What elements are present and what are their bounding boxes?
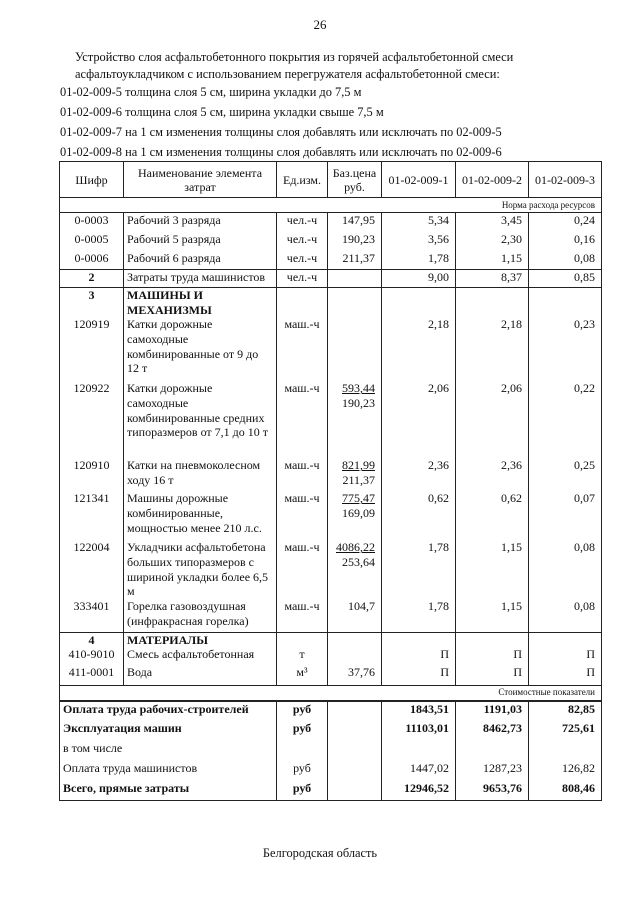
code-id: 01-02-009-6 <box>60 105 122 119</box>
cost-unit: руб <box>277 721 328 741</box>
cost-val1 <box>382 741 456 761</box>
price-value: 169,09 <box>342 505 375 520</box>
row-price <box>328 540 382 599</box>
code-line <box>60 82 630 102</box>
header-col2: 01-02-009-2 <box>456 162 529 198</box>
row-unit: маш.-ч <box>277 491 328 540</box>
row-val2: 2,06 <box>456 381 529 458</box>
cost-label: Оплата труда машинистов <box>60 761 277 781</box>
price-value: 104,7 <box>348 599 375 614</box>
row-val1: 2,06 <box>382 381 456 458</box>
code-text: на 1 см изменения толщины слоя добавлять или исключать по 02-009-5 <box>125 125 502 139</box>
cost-val2: 8462,73 <box>456 721 529 741</box>
row-name: Горелка газовоздушная (инфракрасная горелка) <box>124 599 277 632</box>
table-row <box>60 317 602 381</box>
row-val1: П <box>382 647 456 665</box>
cost-row <box>60 781 602 801</box>
table-row <box>60 251 602 270</box>
price-value: 211,37 <box>342 472 375 487</box>
cost-price <box>328 721 382 741</box>
cost-val1: 1447,02 <box>382 761 456 781</box>
region-footer: Белгородская область <box>262 846 378 860</box>
cost-price <box>328 781 382 801</box>
cost-label: Оплата труда рабочих-строителей <box>60 701 277 721</box>
cost-val3: 725,61 <box>529 721 602 741</box>
code-id: 01-02-009-7 <box>60 125 122 139</box>
row-unit: м³ <box>277 665 328 685</box>
row-code: 0-0006 <box>60 251 124 270</box>
cost-label: Эксплуатация машин <box>60 721 277 741</box>
row-price <box>328 251 382 270</box>
section-row <box>60 288 602 318</box>
price-value: 253,64 <box>342 554 375 569</box>
row-name: Вода <box>124 665 277 685</box>
header-name: Наименование элемента затрат <box>124 162 277 198</box>
cost-row <box>60 721 602 741</box>
table-row <box>60 599 602 632</box>
cost-val2 <box>456 741 529 761</box>
row-val3: 0,22 <box>529 381 602 458</box>
code-line <box>60 142 630 162</box>
code-text: толщина слоя 5 см, ширина укладки свыше 7,5 м <box>125 105 384 119</box>
cost-val3: 82,85 <box>529 701 602 721</box>
row-code: 122004 <box>60 540 124 599</box>
row-code: 2 <box>60 270 124 288</box>
cost-row <box>60 741 602 761</box>
price-value: 190,23 <box>342 231 375 246</box>
table-header <box>60 162 602 198</box>
row-code: 120919 <box>60 317 124 381</box>
table-row <box>60 270 602 288</box>
cost-row <box>60 701 602 721</box>
price-base: 593,44 <box>342 381 375 396</box>
price-value: 147,95 <box>342 213 375 227</box>
row-val3: 0,24 <box>529 213 602 232</box>
row-name: Рабочий 3 разряда <box>124 213 277 232</box>
row-val2: 3,45 <box>456 213 529 232</box>
band-norm <box>60 198 602 213</box>
cost-label: в том числе <box>60 741 277 761</box>
row-val1: 9,00 <box>382 270 456 288</box>
section-code: 4 <box>60 632 124 647</box>
cost-val2: 1191,03 <box>456 701 529 721</box>
row-val1: 5,34 <box>382 213 456 232</box>
price-value: 37,76 <box>348 665 375 680</box>
header-col1: 01-02-009-1 <box>382 162 456 198</box>
code-id: 01-02-009-5 <box>60 85 122 99</box>
header-unit: Ед.изм. <box>277 162 328 198</box>
row-val2: 1,15 <box>456 540 529 599</box>
price-value: 190,23 <box>342 395 375 410</box>
row-unit: чел.-ч <box>277 251 328 270</box>
cost-label: Всего, прямые затраты <box>60 781 277 801</box>
section-title: Устройство слоя асфальтобетонного покрытия из горячей асфальтобетонной смеси асфальтоукладчиком с использованием перегружателя асфальтобетонной смеси: <box>75 50 514 81</box>
row-unit: чел.-ч <box>277 232 328 251</box>
row-name: Рабочий 5 разряда <box>124 232 277 251</box>
table-row <box>60 458 602 491</box>
row-unit: маш.-ч <box>277 317 328 381</box>
code-id: 01-02-009-8 <box>60 145 122 159</box>
row-val2: 0,62 <box>456 491 529 540</box>
header-code: Шифр <box>60 162 124 198</box>
table-row <box>60 540 602 599</box>
row-price <box>328 232 382 251</box>
row-price <box>328 599 382 632</box>
cost-row <box>60 761 602 781</box>
row-name: Катки на пневмоколесном ходу 16 т <box>124 458 277 491</box>
row-val3: 0,08 <box>529 251 602 270</box>
row-code: 120910 <box>60 458 124 491</box>
cost-val1: 12946,52 <box>382 781 456 801</box>
row-price <box>328 270 382 288</box>
table-row <box>60 647 602 665</box>
row-price <box>328 458 382 491</box>
row-code: 120922 <box>60 381 124 458</box>
code-text: толщина слоя 5 см, ширина укладки до 7,5 м <box>125 85 362 99</box>
cost-val3: 808,46 <box>529 781 602 801</box>
row-val3: 0,07 <box>529 491 602 540</box>
row-val1: 3,56 <box>382 232 456 251</box>
row-name: Укладчики асфальтобетона больших типоразмеров с шириной укладки более 6,5 м <box>124 540 277 599</box>
row-val3: 0,23 <box>529 317 602 381</box>
row-unit: т <box>277 647 328 665</box>
cost-price <box>328 761 382 781</box>
section-name: МАТЕРИАЛЫ <box>124 632 277 647</box>
table-row <box>60 491 602 540</box>
row-val3: 0,16 <box>529 232 602 251</box>
row-val1: 0,62 <box>382 491 456 540</box>
cost-val2: 9653,76 <box>456 781 529 801</box>
header-col3: 01-02-009-3 <box>529 162 602 198</box>
row-val2: 8,37 <box>456 270 529 288</box>
cost-price <box>328 741 382 761</box>
resource-norm-table <box>59 161 602 801</box>
header-price: Баз.цена руб. <box>328 162 382 198</box>
row-code: 411-0001 <box>60 665 124 685</box>
band-cost-label: Стоимостные показатели <box>60 685 602 701</box>
code-text: на 1 см изменения толщины слоя добавлять или исключать по 02-009-6 <box>125 145 502 159</box>
row-code: 0-0003 <box>60 213 124 232</box>
row-code: 410-9010 <box>60 647 124 665</box>
row-name: Смесь асфальтобетонная <box>124 647 277 665</box>
cost-val3 <box>529 741 602 761</box>
row-code: 333401 <box>60 599 124 632</box>
row-val2: 2,18 <box>456 317 529 381</box>
cost-price <box>328 701 382 721</box>
row-price <box>328 317 382 381</box>
row-val2: 2,36 <box>456 458 529 491</box>
row-val2: П <box>456 647 529 665</box>
price-base: 4086,22 <box>336 540 375 555</box>
row-price <box>328 491 382 540</box>
cost-unit: руб <box>277 761 328 781</box>
row-unit: чел.-ч <box>277 213 328 232</box>
row-price <box>328 665 382 685</box>
price-base: 775,47 <box>342 491 375 506</box>
price-value: 211,37 <box>342 250 375 265</box>
price-base: 821,99 <box>342 458 375 473</box>
row-val2: 1,15 <box>456 599 529 632</box>
row-code: 0-0005 <box>60 232 124 251</box>
cost-unit: руб <box>277 781 328 801</box>
cost-val3: 126,82 <box>529 761 602 781</box>
band-norm-label: Норма расхода ресурсов <box>60 198 602 213</box>
row-name: Катки дорожные самоходные комбинированные средних типоразмеров от 7,1 до 10 т <box>124 381 277 458</box>
section-name: МАШИНЫ И МЕХАНИЗМЫ <box>124 288 277 318</box>
row-name: Рабочий 6 разряда <box>124 251 277 270</box>
row-name: Катки дорожные самоходные комбинированные от 9 до 12 т <box>124 317 277 381</box>
row-unit: маш.-ч <box>277 540 328 599</box>
section-row <box>60 632 602 647</box>
row-val1: 1,78 <box>382 599 456 632</box>
cost-val2: 1287,23 <box>456 761 529 781</box>
row-code: 121341 <box>60 491 124 540</box>
row-unit: маш.-ч <box>277 599 328 632</box>
section-code: 3 <box>60 288 124 318</box>
row-val2: П <box>456 665 529 685</box>
row-val3: П <box>529 647 602 665</box>
page-number: 26 <box>313 17 327 32</box>
row-val3: 0,85 <box>529 270 602 288</box>
table-row <box>60 381 602 458</box>
row-val3: 0,08 <box>529 599 602 632</box>
row-name: Затраты труда машинистов <box>124 270 277 288</box>
row-val3: П <box>529 665 602 685</box>
table-row <box>60 213 602 232</box>
cost-val1: 11103,01 <box>382 721 456 741</box>
row-unit: маш.-ч <box>277 458 328 491</box>
table-row <box>60 232 602 251</box>
row-unit: маш.-ч <box>277 381 328 458</box>
row-unit: чел.-ч <box>277 270 328 288</box>
code-line <box>60 102 630 122</box>
code-line <box>60 122 630 142</box>
cost-unit: руб <box>277 701 328 721</box>
cost-unit <box>277 741 328 761</box>
row-val2: 1,15 <box>456 251 529 270</box>
table-row <box>60 665 602 685</box>
row-val1: 1,78 <box>382 540 456 599</box>
row-price <box>328 381 382 458</box>
row-val3: 0,08 <box>529 540 602 599</box>
code-list <box>60 82 630 162</box>
row-val1: 1,78 <box>382 251 456 270</box>
row-val1: 2,36 <box>382 458 456 491</box>
band-cost <box>60 685 602 701</box>
row-price <box>328 213 382 232</box>
row-val3: 0,25 <box>529 458 602 491</box>
cost-val1: 1843,51 <box>382 701 456 721</box>
row-name: Машины дорожные комбинированные, мощностью менее 210 л.с. <box>124 491 277 540</box>
row-val2: 2,30 <box>456 232 529 251</box>
row-val1: П <box>382 665 456 685</box>
row-price <box>328 647 382 665</box>
row-val1: 2,18 <box>382 317 456 381</box>
